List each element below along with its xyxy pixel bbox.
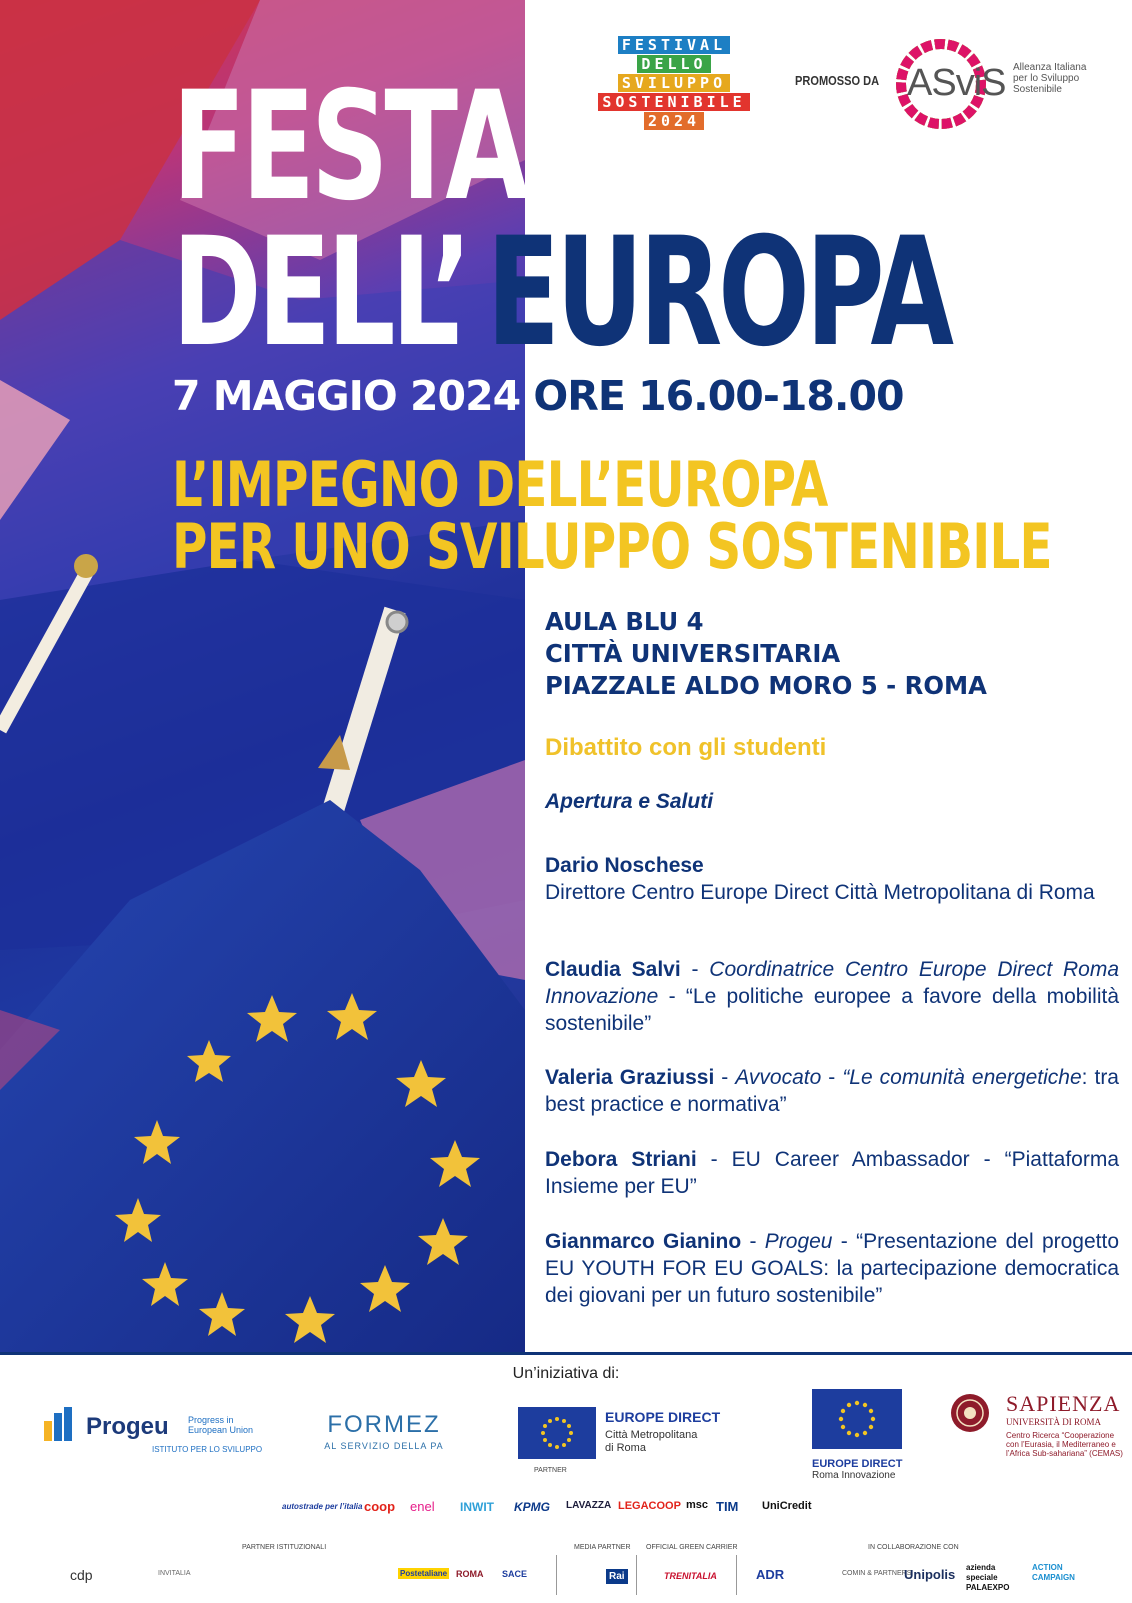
section-label-carrier: OFFICIAL GREEN CARRIER bbox=[646, 1544, 738, 1551]
title-europa: EUROPA bbox=[486, 206, 950, 380]
comin-logo: COMIN & PARTNERS bbox=[842, 1570, 912, 1577]
speaker-name: Valeria Graziussi bbox=[545, 1066, 715, 1089]
separator: - bbox=[680, 958, 710, 981]
event-time: ORE 16.00-18.00 bbox=[533, 372, 904, 420]
sapienza-logo bbox=[950, 1391, 1125, 1471]
kpmg-logo: KPMG bbox=[514, 1500, 550, 1514]
asvis-tagline-line: per lo Sviluppo bbox=[1013, 73, 1080, 84]
subtitle-line-2: PER UNO SVILUPPO SOSTENIBILE bbox=[172, 510, 1052, 583]
speaker-talk: “Le politiche europee a favore della mobilità sostenibile” bbox=[545, 985, 1119, 1035]
poste-logo: Postetaliane bbox=[400, 1569, 448, 1578]
venue-campus: CITTÀ UNIVERSITARIA bbox=[545, 639, 841, 668]
enel-logo: enel bbox=[410, 1499, 435, 1514]
lavazza-logo: LAVAZZA bbox=[566, 1500, 612, 1511]
speaker-role: Avvocato bbox=[735, 1066, 822, 1089]
inwit-logo: INWIT bbox=[460, 1500, 494, 1514]
separator: - bbox=[821, 1066, 843, 1089]
speaker-talk: : tra best practice e normativa” bbox=[545, 1066, 1119, 1116]
title-line-1 bbox=[172, 60, 525, 234]
speaker-4 bbox=[545, 1146, 1119, 1200]
europe-direct-line: di Roma bbox=[605, 1442, 646, 1454]
promoted-by-label: PROMOSSO DA bbox=[795, 73, 880, 88]
speaker-name: Debora Striani bbox=[545, 1148, 697, 1171]
europe-direct-innovazione-logo bbox=[812, 1389, 912, 1481]
separator: - bbox=[714, 1066, 736, 1089]
festival-line-1 bbox=[571, 36, 777, 54]
progeu-tagline: ISTITUTO PER LO SVILUPPO bbox=[152, 1445, 263, 1454]
institutional-partners-row bbox=[30, 1561, 550, 1591]
speaker-role: Progeu bbox=[764, 1230, 833, 1253]
progeu-subtitle bbox=[188, 1415, 253, 1435]
speaker-name: Gianmarco Gianino bbox=[545, 1230, 742, 1253]
progeu-line: Progress in bbox=[188, 1415, 234, 1425]
festival-line-5 bbox=[571, 112, 777, 130]
year-text: 2024 bbox=[644, 112, 704, 130]
asvis-tagline-line: Alleanza Italiana bbox=[1013, 62, 1087, 73]
palaexpo-logo: azienda speciale PALAEXPO bbox=[966, 1563, 1010, 1592]
title-line-2 bbox=[172, 206, 950, 380]
europe-direct-rome-logo bbox=[518, 1407, 748, 1477]
invitalia-logo: INVITALIA bbox=[158, 1570, 191, 1577]
partner-badge: PARTNER bbox=[534, 1467, 567, 1474]
speaker-talk: “Presentazione del progetto EU YOUTH FOR EU GOALS: la partecipazione democratica dei giovani per un futuro sostenibile” bbox=[545, 1230, 1119, 1307]
sostenibile-text: SOSTENIBILE bbox=[598, 93, 749, 111]
autostrade-logo: autostrade per l’italia bbox=[282, 1502, 363, 1511]
speaker-talk-italic: “Le comunità energetiche bbox=[842, 1066, 1082, 1089]
europe-direct-line: Roma Innovazione bbox=[812, 1470, 896, 1481]
dello-text: DELLO bbox=[637, 55, 710, 73]
eu-flag-icon bbox=[518, 1407, 596, 1459]
asvis-tagline-line: Sostenibile bbox=[1013, 84, 1062, 95]
collab-row bbox=[754, 1561, 1124, 1591]
date-time-line bbox=[172, 372, 904, 420]
eu-flag-icon bbox=[812, 1389, 902, 1449]
asvis-name: ASviS bbox=[907, 62, 1006, 104]
festival-line-3 bbox=[571, 74, 777, 92]
venue-block bbox=[545, 606, 1001, 702]
asvis-logo bbox=[893, 36, 1123, 132]
msc-logo: msc bbox=[686, 1499, 709, 1511]
sapienza-name: SAPIENZA bbox=[1006, 1391, 1121, 1416]
section-label-institutional: PARTNER ISTITUZIONALI bbox=[242, 1544, 327, 1551]
tim-logo: TIM bbox=[716, 1499, 739, 1514]
sviluppo-text: SVILUPPO bbox=[618, 74, 730, 92]
section-label-media: MEDIA PARTNER bbox=[574, 1544, 631, 1551]
speaker-name: Claudia Salvi bbox=[545, 958, 681, 981]
formez-logo bbox=[314, 1411, 454, 1451]
section-label-collab: IN COLLABORAZIONE CON bbox=[868, 1544, 959, 1551]
legacoop-logo: LEGACOOP bbox=[618, 1500, 681, 1512]
sapienza-center-line: l’Africa Sub-sahariana” (CEMAS) bbox=[1006, 1449, 1123, 1458]
subtitle-line-1: L’IMPEGNO DELL’EUROPA bbox=[172, 448, 828, 521]
speaker-talk: “Piattaforma Insieme per EU” bbox=[545, 1148, 1120, 1198]
europe-direct-name: EUROPE DIRECT bbox=[812, 1458, 903, 1470]
cdp-logo: cdp bbox=[70, 1567, 93, 1583]
festival-line-2 bbox=[571, 55, 777, 73]
speaker-5 bbox=[545, 1228, 1119, 1309]
media-partner-divider bbox=[556, 1555, 557, 1595]
separator: - bbox=[969, 1148, 1005, 1171]
sapienza-center-line: Centro Ricerca “Cooperazione bbox=[1006, 1431, 1115, 1440]
speaker-name: Dario Noschese bbox=[545, 854, 704, 877]
sponsor-row bbox=[282, 1499, 842, 1517]
sapienza-center bbox=[1006, 1431, 1123, 1458]
title-festa: FESTA bbox=[172, 60, 525, 234]
progeu-logo bbox=[44, 1407, 264, 1457]
initiative-label: Un’iniziativa di: bbox=[512, 1365, 620, 1382]
debate-heading: Dibattito con gli studenti bbox=[545, 734, 827, 761]
separator: - bbox=[658, 985, 686, 1008]
sapienza-center-line: con l’Eurasia, il Mediterraneo e bbox=[1006, 1440, 1116, 1449]
speaker-3 bbox=[545, 1064, 1119, 1118]
title-dell: DELL’ bbox=[172, 206, 468, 380]
formez-tagline: AL SERVIZIO DELLA PA bbox=[324, 1441, 444, 1451]
venue-room: AULA BLU 4 bbox=[545, 607, 704, 636]
sapienza-subtitle: UNIVERSITÀ DI ROMA bbox=[1006, 1417, 1101, 1427]
progeu-bars-icon bbox=[44, 1407, 80, 1441]
progeu-name: Progeu bbox=[86, 1413, 169, 1440]
separator: - bbox=[741, 1230, 765, 1253]
festival-text: FESTIVAL bbox=[618, 36, 730, 54]
adr-logo: ADR bbox=[756, 1567, 785, 1582]
roma-logo: ROMA bbox=[456, 1569, 484, 1579]
event-date: 7 MAGGIO 2024 bbox=[172, 372, 521, 420]
asvis-tagline bbox=[1013, 62, 1086, 95]
speaker-2 bbox=[545, 956, 1119, 1037]
separator: - bbox=[832, 1230, 857, 1253]
europe-direct-name: EUROPE DIRECT bbox=[605, 1409, 721, 1425]
unicredit-logo: UniCredit bbox=[762, 1500, 812, 1512]
footer-partners bbox=[0, 1352, 1132, 1603]
separator: - bbox=[696, 1148, 732, 1171]
festival-line-4 bbox=[571, 93, 777, 111]
speaker-role: EU Career Ambassador bbox=[731, 1148, 970, 1171]
europe-direct-line: Città Metropolitana bbox=[605, 1429, 698, 1441]
sapienza-seal-icon bbox=[950, 1393, 990, 1433]
opening-heading: Apertura e Saluti bbox=[545, 790, 714, 813]
trenitalia-logo: TRENITALIA bbox=[664, 1571, 717, 1581]
progeu-line: European Union bbox=[188, 1425, 254, 1435]
venue-address: PIAZZALE ALDO MORO 5 - ROMA bbox=[545, 671, 987, 700]
unipolis-logo: Unipolis bbox=[904, 1567, 956, 1582]
sace-logo: SACE bbox=[502, 1569, 528, 1579]
festival-logo bbox=[571, 36, 777, 130]
speaker-role: Direttore Centro Europe Direct Città Metropolitana di Roma bbox=[545, 881, 1095, 904]
speaker-1 bbox=[545, 852, 1119, 906]
formez-name: FORMEZ bbox=[327, 1411, 441, 1438]
coop-logo: coop bbox=[364, 1499, 396, 1514]
speaker-role: Coordinatrice Centro Europe Direct Roma Innovazione bbox=[545, 958, 1119, 1008]
carrier-divider bbox=[636, 1555, 637, 1595]
collab-divider bbox=[736, 1555, 737, 1595]
rai-logo: Rai bbox=[606, 1569, 628, 1584]
action-campaign-logo: ACTION CAMPAIGN bbox=[1032, 1563, 1075, 1582]
